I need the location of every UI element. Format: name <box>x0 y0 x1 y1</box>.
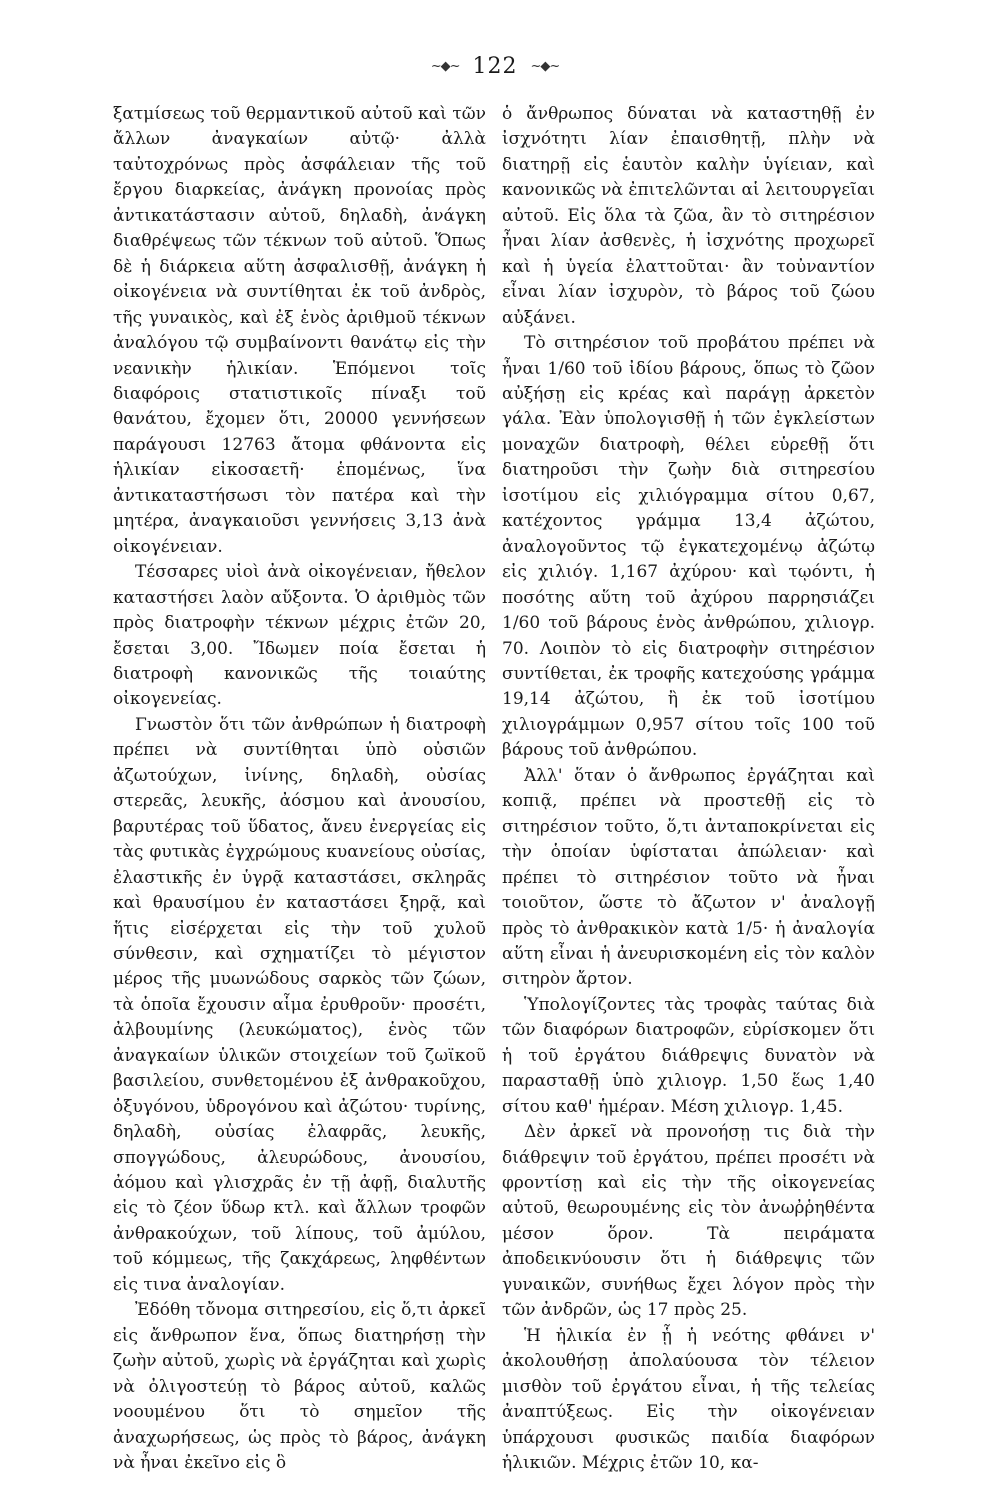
left-paragraph-1: ξατμίσεως τοῦ θερμαντικοῦ αὐτοῦ καὶ τῶν ἄλλων ἀναγκαίων αὐτῷ· ἀλλὰ ταὐτοχρόνως πρὸς ἀσφάλειαν τῆς τοῦ ἔργου διαρκείας, ἀνάγκη προνοίας πρὸς ἀντικατάστασιν αὐτοῦ, δηλαδὴ, ἀνάγκη διαθρέψεως τῶν τέκνων τοῦ αὐτοῦ. Ὅπως δὲ ἡ διάρκεια αὕτη ἀσφαλισθῇ, ἀνάγκη ἡ οἰκογένεια νὰ συντίθηται ἐκ τοῦ ἀνδρὸς, τῆς γυναικὸς, καὶ ἐξ ἑνὸς ἀριθμοῦ τέκνων ἀναλόγου τῷ συμβαίνοντι θανάτῳ εἰς τὴν νεανικὴν ἡλικίαν. Ἑπόμενοι τοῖς διαφόροις στατιστικοῖς πίναξι τοῦ θανάτου, ἔχομεν ὅτι, 20000 γεννήσεων παράγουσι 12763 ἄτομα φθάνοντα εἰς ἡλικίαν εἰκοσαετῆ· ἑπομένως, ἵνα ἀντικαταστήσωσι τὸν πατέρα καὶ τὴν μητέρα, ἀναγκαιοῦσι γεννήσεις 3,13 ἀνὰ οἰκογένειαν. <box>113 104 486 557</box>
left-column <box>113 102 486 1476</box>
left-paragraph-2: Τέσσαρες υἱοὶ ἀνὰ οἰκογένειαν, ἤθελον καταστήσει λαὸν αὔξοντα. Ὁ ἀριθμὸς τῶν πρὸς διατροφὴν τέκνων μέχρις ἐτῶν 20, ἔσεται 3,00. Ἴδωμεν ποία ἔσεται ἡ διατροφὴ κανονικῶς τῆς τοιαύτης οἰκογενείας. <box>113 562 486 710</box>
left-paragraph-3: Γνωστὸν ὅτι τῶν ἀνθρώπων ἡ διατροφὴ πρέπει νὰ συντίθηται ὑπὸ οὐσιῶν ἀζωτούχων, ἰνίνης, δηλαδὴ, οὐσίας στερεᾶς, λευκῆς, ἀόσμου καὶ ἀνουσίου, βαρυτέρας τοῦ ὕδατος, ἄνευ ἐνεργείας εἰς τὰς φυτικὰς ἐγχρώμους κυανείους οὐσίας, ἐλαστικῆς ἐν ὑγρᾷ καταστάσει, σκληρᾶς καὶ θραυσίμου ἐν καταστάσει ξηρᾷ, καὶ ἥτις εἰσέρχεται εἰς τὴν τοῦ χυλοῦ σύνθεσιν, καὶ σχηματίζει τὸ μέγιστον μέρος τῆς μυωνώδους σαρκὸς τῶν ζώων, τὰ ὁποῖα ἔχουσιν αἷμα ἐρυθροῦν· προσέτι, ἀλβουμίνης (λευκώματος), ἑνὸς τῶν ἀναγκαίων ὑλικῶν στοιχείων τοῦ ζωϊκοῦ βασιλείου, συνθετομένου ἐξ ἀνθρακοῦχου, ὀξυγόνου, ὑδρογόνου καὶ ἀζώτου· τυρίνης, δηλαδὴ, οὐσίας ἐλαφρᾶς, λευκῆς, σπογγώδους, ἀλευρώδους, ἀνουσίου, ἀόμου καὶ γλισχρᾶς ἐν τῇ ἀφῇ, διαλυτῆς εἰς τὸ ζέον ὕδωρ κτλ. καὶ ἄλλων τροφῶν ἀνθρακούχων, τοῦ λίπους, τοῦ ἀμύλου, τοῦ κόμμεως, τῆς ζακχάρεως, ληφθέντων εἰς τινα ἀναλογίαν. <box>113 714 486 1295</box>
header-ornament-right: ~◆~ <box>530 59 560 74</box>
page-number: 122 <box>472 54 518 79</box>
right-paragraph-6: Ἡ ἡλικία ἐν ᾗ ἡ νεότης φθάνει ν' ἀκολουθήσῃ ἀπολαύουσα τὸν τέλειον μισθὸν τοῦ ἐργάτου εἶναι, ἡ τῆς τελείας ἀναπτύξεως. Εἰς τὴν οἰκογένειαν ὑπάρχουσι φυσικῶς παιδία διαφόρων ἡλικιῶν. Μέχρις ἐτῶν 10, κα- <box>502 1325 875 1474</box>
page-header <box>0 54 990 80</box>
right-paragraph-2: Τὸ σιτηρέσιον τοῦ προβάτου πρέπει νὰ ἦναι 1/60 τοῦ ἰδίου βάρους, ὅπως τὸ ζῶον αὐξήσῃ εἰς κρέας καὶ παράγῃ ἀρκετὸν γάλα. Ἐὰν ὑπολογισθῇ ἡ τῶν ἐγκλείστων μοναχῶν διατροφὴ, θέλει εὑρεθῇ ὅτι διατηροῦσι τὴν ζωὴν διὰ σιτηρεσίου ἰσοτίμου εἰς χιλιόγραμμα σίτου 0,67, κατέχοντος γράμμα 13,4 ἀζώτου, ἀναλογοῦντος τῷ ἐγκατεχομένῳ ἀζώτῳ εἰς χιλιόγ. 1,167 ἀχύρου· καὶ τῳόντι, ἡ ποσότης αὕτη τοῦ ἀχύρου παρρησιάζει 1/60 τοῦ βάρους ἑνὸς ἀνθρώπου, χιλιογρ. 70. Λοιπὸν τὸ εἰς διατροφὴν σιτηρέσιον συντίθεται, ἐκ τροφῆς κατεχούσης γράμμα 19,14 ἀζώτου, ἢ ἐκ τοῦ ἰσοτίμου χιλιογράμμων 0,957 σίτου τοῖς 100 τοῦ βάρους τοῦ ἀνθρώπου. <box>502 333 875 761</box>
right-column <box>502 102 875 1476</box>
header-ornament-left: ~◆~ <box>430 59 460 74</box>
left-paragraph-4: Ἐδόθη τὄνομα σιτηρεσίου, εἰς ὅ,τι ἀρκεῖ εἰς ἄνθρωπον ἕνα, ὅπως διατηρήσῃ τὴν ζωὴν αὐτοῦ, χωρὶς νὰ ἐργάζηται καὶ χωρὶς νὰ ὀλιγοστεύῃ τὸ βάρος αὐτοῦ, καλῶς νοουμένου ὅτι τὸ σημεῖον τῆς ἀναχωρήσεως, ὡς πρὸς τὸ βάρος, ἀνάγκη νὰ ἦναι ἐκεῖνο εἰς ὃ <box>113 1300 486 1474</box>
right-paragraph-1: ὁ ἄνθρωπος δύναται νὰ καταστηθῇ ἐν ἰσχνότητι λίαν ἐπαισθητῇ, πλὴν νὰ διατηρῇ εἰς ἑαυτὸν καλὴν ὑγίειαν, καὶ κανονικῶς νὰ ἐπιτελῶνται αἱ λειτουργεῖαι αὐτοῦ. Εἰς ὅλα τὰ ζῶα, ἂν τὸ σιτηρέσιον ἦναι λίαν ἀσθενὲς, ἡ ἰσχνότης προχωρεῖ καὶ ἡ ὑγεία ἐλαττοῦται· ἂν τοὐναντίον εἶναι λίαν ἰσχυρὸν, τὸ βάρος τοῦ ζώου αὐξάνει. <box>502 104 875 328</box>
right-paragraph-3: Ἀλλ' ὅταν ὁ ἄνθρωπος ἐργάζηται καὶ κοπιᾷ, πρέπει νὰ προστεθῇ εἰς τὸ σιτηρέσιον τοῦτο, ὅ,τι ἀνταποκρίνεται εἰς τὴν ὁποίαν ὑφίσταται ἀπώλειαν· καὶ πρέπει τὸ σιτηρέσιον τοῦτο νὰ ἦναι τοιοῦτον, ὥστε τὸ ἄζωτον ν' ἀναλογῇ πρὸς τὸ ἀνθρακικὸν κατὰ 1/5· ἡ ἀναλογία αὕτη εἶναι ἡ ἀνευρισκομένη εἰς τὸν καλὸν σιτηρὸν ἄρτον. <box>502 765 875 990</box>
right-paragraph-4: Ὑπολογίζοντες τὰς τροφὰς ταύτας διὰ τῶν διαφόρων διατροφῶν, εὑρίσκομεν ὅτι ἡ τοῦ ἐργάτου διάθρεψις δυνατὸν νὰ παρασταθῇ ὑπὸ χιλιογρ. 1,50 ἕως 1,40 σίτου καθ' ἡμέραν. Μέση χιλιογρ. 1,45. <box>502 994 875 1117</box>
right-paragraph-5: Δὲν ἀρκεῖ νὰ προνοήσῃ τις διὰ τὴν διάθρεψιν τοῦ ἐργάτου, πρέπει προσέτι νὰ φροντίσῃ καὶ εἰς τὴν τῆς οἰκογενείας αὐτοῦ, θεωρουμένης εἰς τὸν ἀνωῤῥηθέντα μέσον ὅρον. Τὰ πειράματα ἀποδεικνύουσιν ὅτι ἡ διάθρεψις τῶν γυναικῶν, συνήθως ἔχει λόγον πρὸς τὴν τῶν ἀνδρῶν, ὡς 17 πρὸς 25. <box>502 1122 875 1321</box>
